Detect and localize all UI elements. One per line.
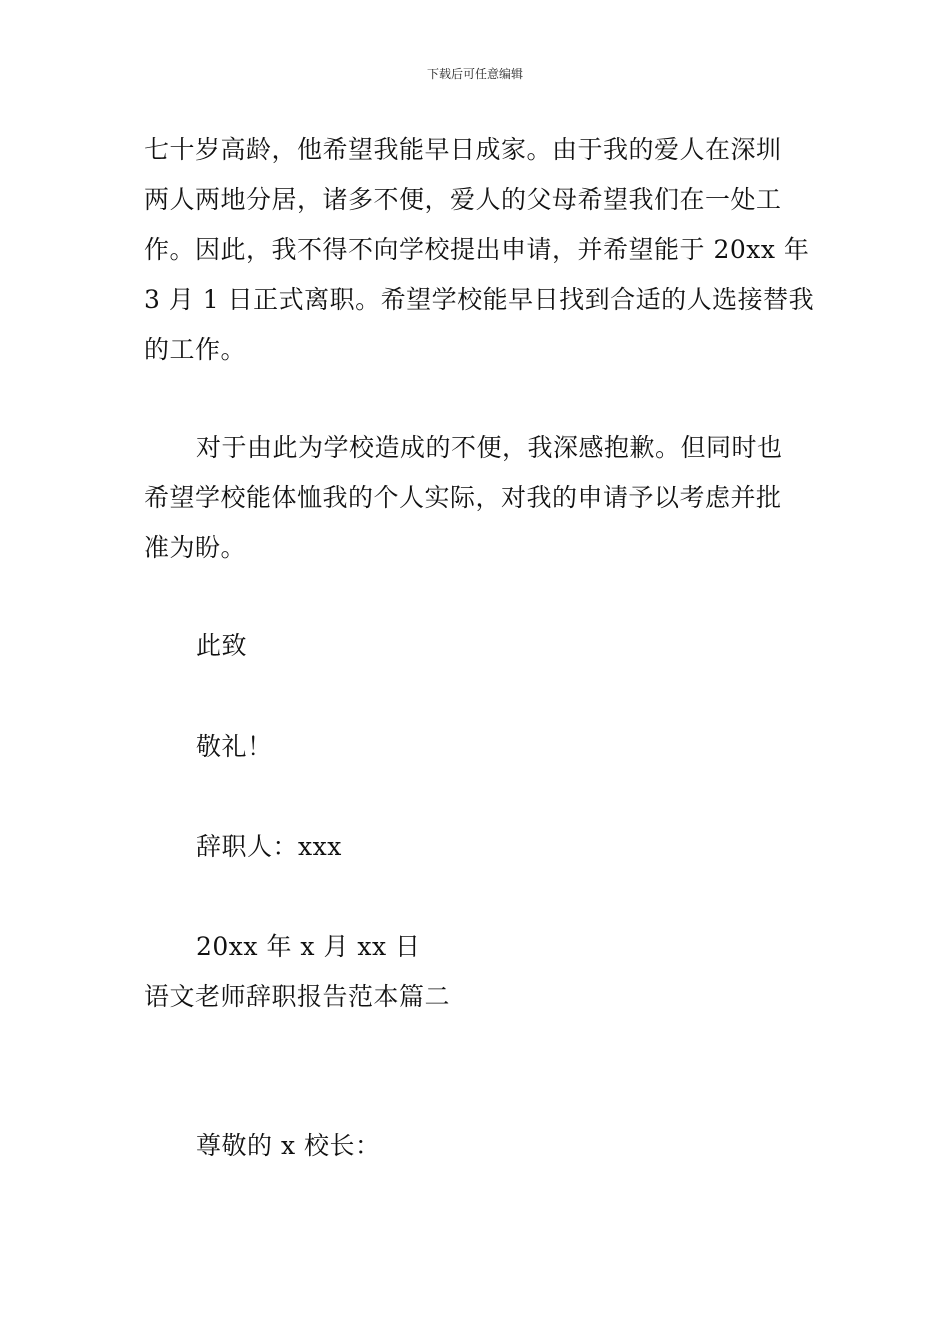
section-title: 语文老师辞职报告范本篇二	[144, 982, 451, 1011]
paragraph-1-line-2: 两人两地分居，诸多不便，爱人的父母希望我们在一处工	[144, 185, 782, 214]
page-header-note: 下载后可任意编辑	[426, 67, 523, 81]
paragraph-1-line-4: 3 月 1 日正式离职。希望学校能早日找到合适的人选接替我	[144, 285, 815, 314]
closing-text: 此致	[196, 631, 248, 660]
salute-text: 敬礼！	[196, 732, 273, 761]
greeting-text: 尊敬的 x 校长：	[196, 1131, 381, 1160]
signature-text: 辞职人：xxx	[196, 832, 342, 861]
date-text: 20xx 年 x 月 xx 日	[196, 932, 421, 961]
paragraph-2-line-3: 准为盼。	[144, 533, 247, 562]
paragraph-1-line-3: 作。因此，我不得不向学校提出申请，并希望能于 20xx 年	[144, 235, 810, 264]
paragraph-2-line-2: 希望学校能体恤我的个人实际，对我的申请予以考虑并批	[144, 483, 782, 512]
paragraph-2-line-1: 对于由此为学校造成的不便，我深感抱歉。但同时也	[196, 433, 783, 462]
paragraph-1-line-1: 七十岁高龄，他希望我能早日成家。由于我的爱人在深圳	[144, 135, 782, 164]
paragraph-1-line-5: 的工作。	[144, 335, 247, 364]
